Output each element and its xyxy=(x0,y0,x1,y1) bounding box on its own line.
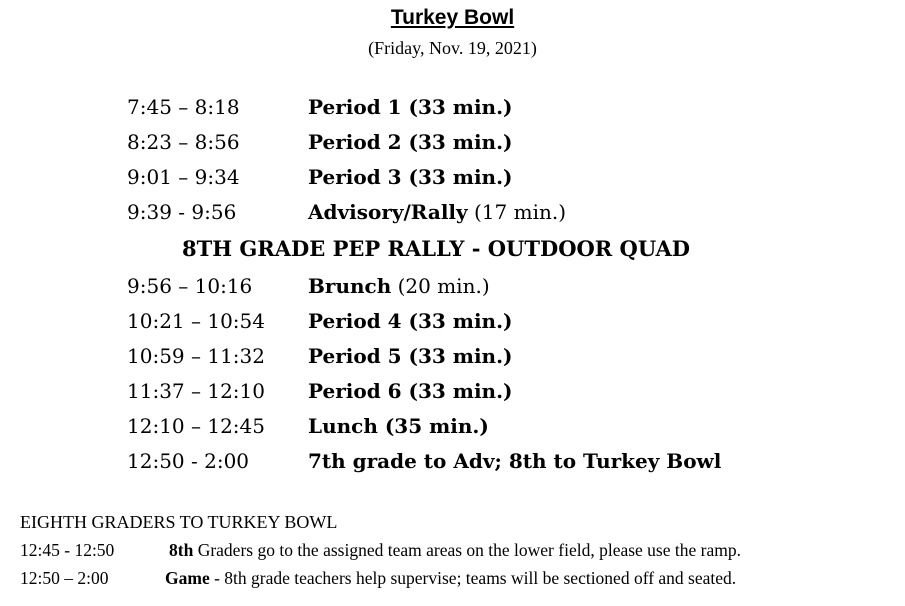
schedule-time: 9:01 – 9:34 xyxy=(127,165,240,189)
schedule-duration: (20 min.) xyxy=(391,274,490,298)
schedule-time: 7:45 – 8:18 xyxy=(127,95,240,119)
note-time: 12:45 - 12:50 xyxy=(20,540,115,560)
eighth-grade-heading: EIGHTH GRADERS TO TURKEY BOWL xyxy=(20,512,338,532)
schedule-label: Advisory/Rally xyxy=(308,200,468,224)
note-time: 12:50 – 2:00 xyxy=(20,568,109,588)
schedule-time: 10:59 – 11:32 xyxy=(127,344,265,368)
schedule-label: Period 6 (33 min.) xyxy=(308,379,513,403)
schedule-label: Lunch (35 min.) xyxy=(308,414,489,438)
schedule-date: (Friday, Nov. 19, 2021) xyxy=(368,38,537,58)
schedule-label: Period 4 (33 min.) xyxy=(308,309,513,333)
note-text: Graders go to the assigned team areas on the lower field, please use the ramp. xyxy=(193,540,741,560)
schedule-time: 9:56 – 10:16 xyxy=(127,274,253,298)
note-text: - 8th grade teachers help supervise; teams will be sectioned off and seated. xyxy=(209,568,737,588)
note-lead: 8th xyxy=(169,540,194,560)
schedule-label: Period 1 (33 min.) xyxy=(308,95,513,119)
page-title: Turkey Bowl xyxy=(390,6,515,29)
schedule-label: Period 5 (33 min.) xyxy=(308,344,513,368)
schedule-time: 12:10 – 12:45 xyxy=(127,414,265,438)
schedule-label: Period 2 (33 min.) xyxy=(308,130,513,154)
schedule-label: 7th grade to Adv; 8th to Turkey Bowl xyxy=(308,449,722,473)
schedule-time: 8:23 – 8:56 xyxy=(127,130,240,154)
schedule-time: 10:21 – 10:54 xyxy=(127,309,265,333)
note-lead: Game xyxy=(165,568,210,588)
pep-rally-banner: 8TH GRADE PEP RALLY - OUTDOOR QUAD xyxy=(181,236,691,261)
schedule-time: 11:37 – 12:10 xyxy=(127,379,265,403)
schedule-label: Brunch xyxy=(308,274,392,298)
schedule-time: 12:50 - 2:00 xyxy=(127,449,250,473)
schedule-duration: (17 min.) xyxy=(467,200,567,224)
schedule-label: Period 3 (33 min.) xyxy=(308,165,513,189)
schedule-time: 9:39 - 9:56 xyxy=(127,200,237,224)
